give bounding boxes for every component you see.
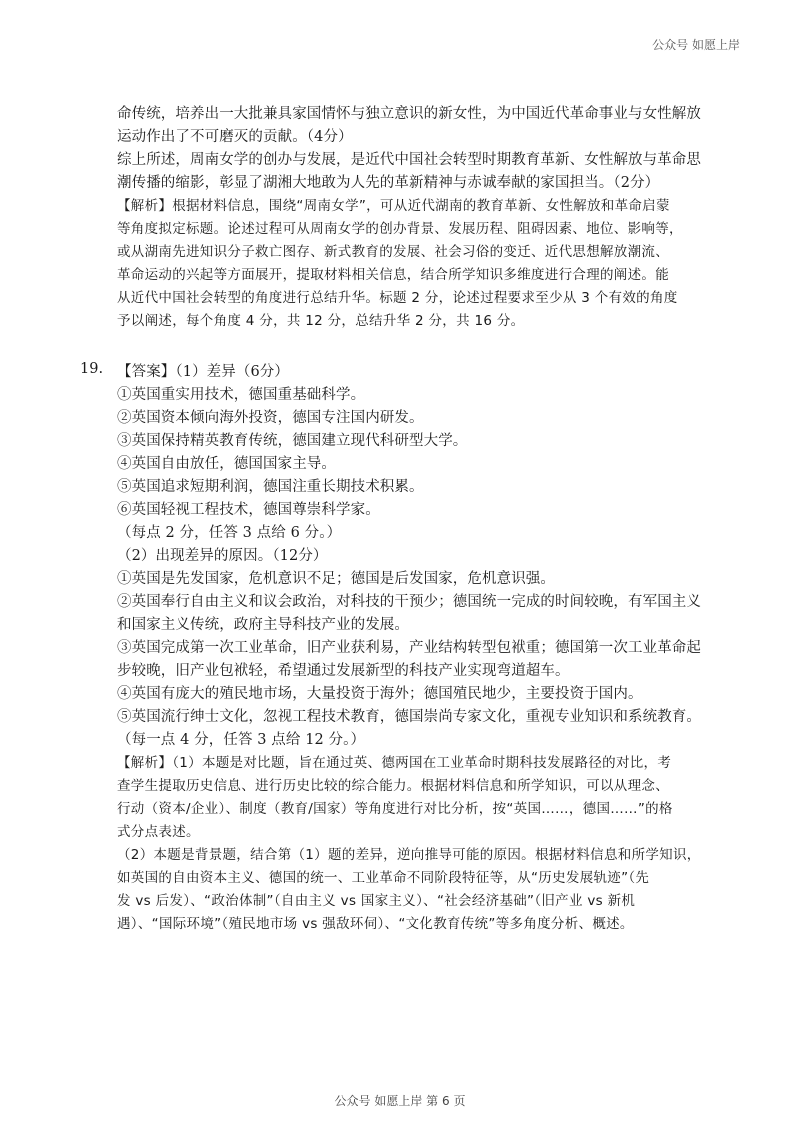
analysis-line: 如英国的自由资本主义、德国的统一、工业革命不同阶段特征等，从“历史发展轨迹”（先 [117,870,650,886]
analysis-line: 式分点表述。 [117,824,200,840]
answer-line: ②英国资本倾向海外投资，德国专注国内研发。 [117,410,424,426]
answer-line: ⑤英国追求短期利润，德国注重长期技术积累。 [117,479,424,495]
answer-line: 步较晚，旧产业包袱轻，希望通过发展新型的科技产业实现弯道超车。 [117,663,570,679]
analysis-line: 或从湖南先进知识分子救亡图存、新式教育的发展、社会习俗的变迁、近代思想解放潮流、 [117,244,669,260]
analysis-line: 予以阐述，每个角度 4 分，共 12 分，总结升华 2 分，共 16 分。 [117,313,525,329]
answer-line: ②英国奉行自由主义和议会政治，对科技的干预少；德国统一完成的时间较晚，有军国主义 [117,594,701,610]
page-content [80,103,737,936]
text-line: 综上所述，周南女学的创办与发展，是近代中国社会转型时期教育革新、女性解放与革命思 [117,152,701,168]
answer-line: ①英国重实用技术，德国重基础科学。 [117,387,366,403]
question-number: 19. [80,361,104,377]
answer-line: ③英国保持精英教育传统，德国建立现代科研型大学。 [117,433,468,449]
answer-line: ④英国自由放任，德国国家主导。 [117,456,336,472]
analysis-line: （2）本题是背景题，结合第（1）题的差异，逆向推导可能的原因。根据材料信息和所学知识， [117,847,701,863]
answer-line: ④英国有庞大的殖民地市场，大量投资于海外；德国殖民地少，主要投资于国内。 [117,686,643,702]
text-line: 潮传播的缩影，彰显了湖湘大地敢为人先的革新精神与赤诚奉献的家国担当。（2分） [117,175,660,191]
analysis-line: 革命运动的兴起等方面展开，提取材料相关信息，结合所学知识多维度进行合理的阐述。能 [117,267,669,283]
page-footer: 公众号 如愿上岸 第 6 页 [334,1094,466,1108]
text-line: 命传统，培养出一大批兼具家国情怀与独立意识的新女性，为中国近代革命事业与女性解放 [117,106,701,122]
analysis-line: 遇）、“国际环境”（殖民地市场 vs 强敌环伺）、“文化教育传统”等多角度分析、概述。 [117,916,634,932]
analysis-line: 等角度拟定标题。论述过程可从周南女学的创办背景、发展历程、阻碍因素、地位、影响等， [117,221,683,237]
answer-line: ⑥英国轻视工程技术，德国尊崇科学家。 [117,502,380,518]
answer-line: 和国家主义传统，政府主导科技产业的发展。 [117,617,409,633]
analysis-line: 行动（资本/企业）、制度（教育/国家）等角度进行对比分析，按“英国……，德国……”的格 [117,801,673,817]
analysis-line: 发 vs 后发）、“政治体制”（自由主义 vs 国家主义）、“社会经济基础”（旧产业 vs 新机 [117,893,636,909]
answer-line: ①英国是先发国家，危机意识不足；德国是后发国家，危机意识强。 [117,571,555,587]
analysis-line: 【解析】（1）本题是对比题，旨在通过英、德两国在工业革命时期科技发展路径的对比，考 [117,755,672,771]
answer-line: （每一点 4 分，任答 3 点给 12 分。） [117,732,366,748]
answer-line: （2）出现差异的原因。（12分） [117,548,328,564]
answer-line: ⑤英国流行绅士文化，忽视工程技术教育，德国崇尚专家文化，重视专业知识和系统教育。 [117,709,701,725]
page-header: 公众号 如愿上岸 [652,38,740,52]
answer-line: （每点 2 分，任答 3 点给 6 分。） [117,525,342,541]
text-line: 运动作出了不可磨灭的贡献。（4分） [117,129,353,145]
analysis-line: 从近代中国社会转型的角度进行总结升华。标题 2 分，论述过程要求至少从 3 个有效的角度 [117,290,678,306]
analysis-line: 查学生提取历史信息、进行历史比较的综合能力。根据材料信息和所学知识，可以从理念、 [117,778,669,794]
answer-line: ③英国完成第一次工业革命，旧产业获利易，产业结构转型包袱重；德国第一次工业革命起 [117,640,701,656]
answer-heading: 【答案】（1）差异（6分） [117,364,289,380]
analysis-line: 【解析】根据材料信息，围绕“周南女学”，可从近代湖南的教育革新、女性解放和革命启蒙 [117,198,670,214]
